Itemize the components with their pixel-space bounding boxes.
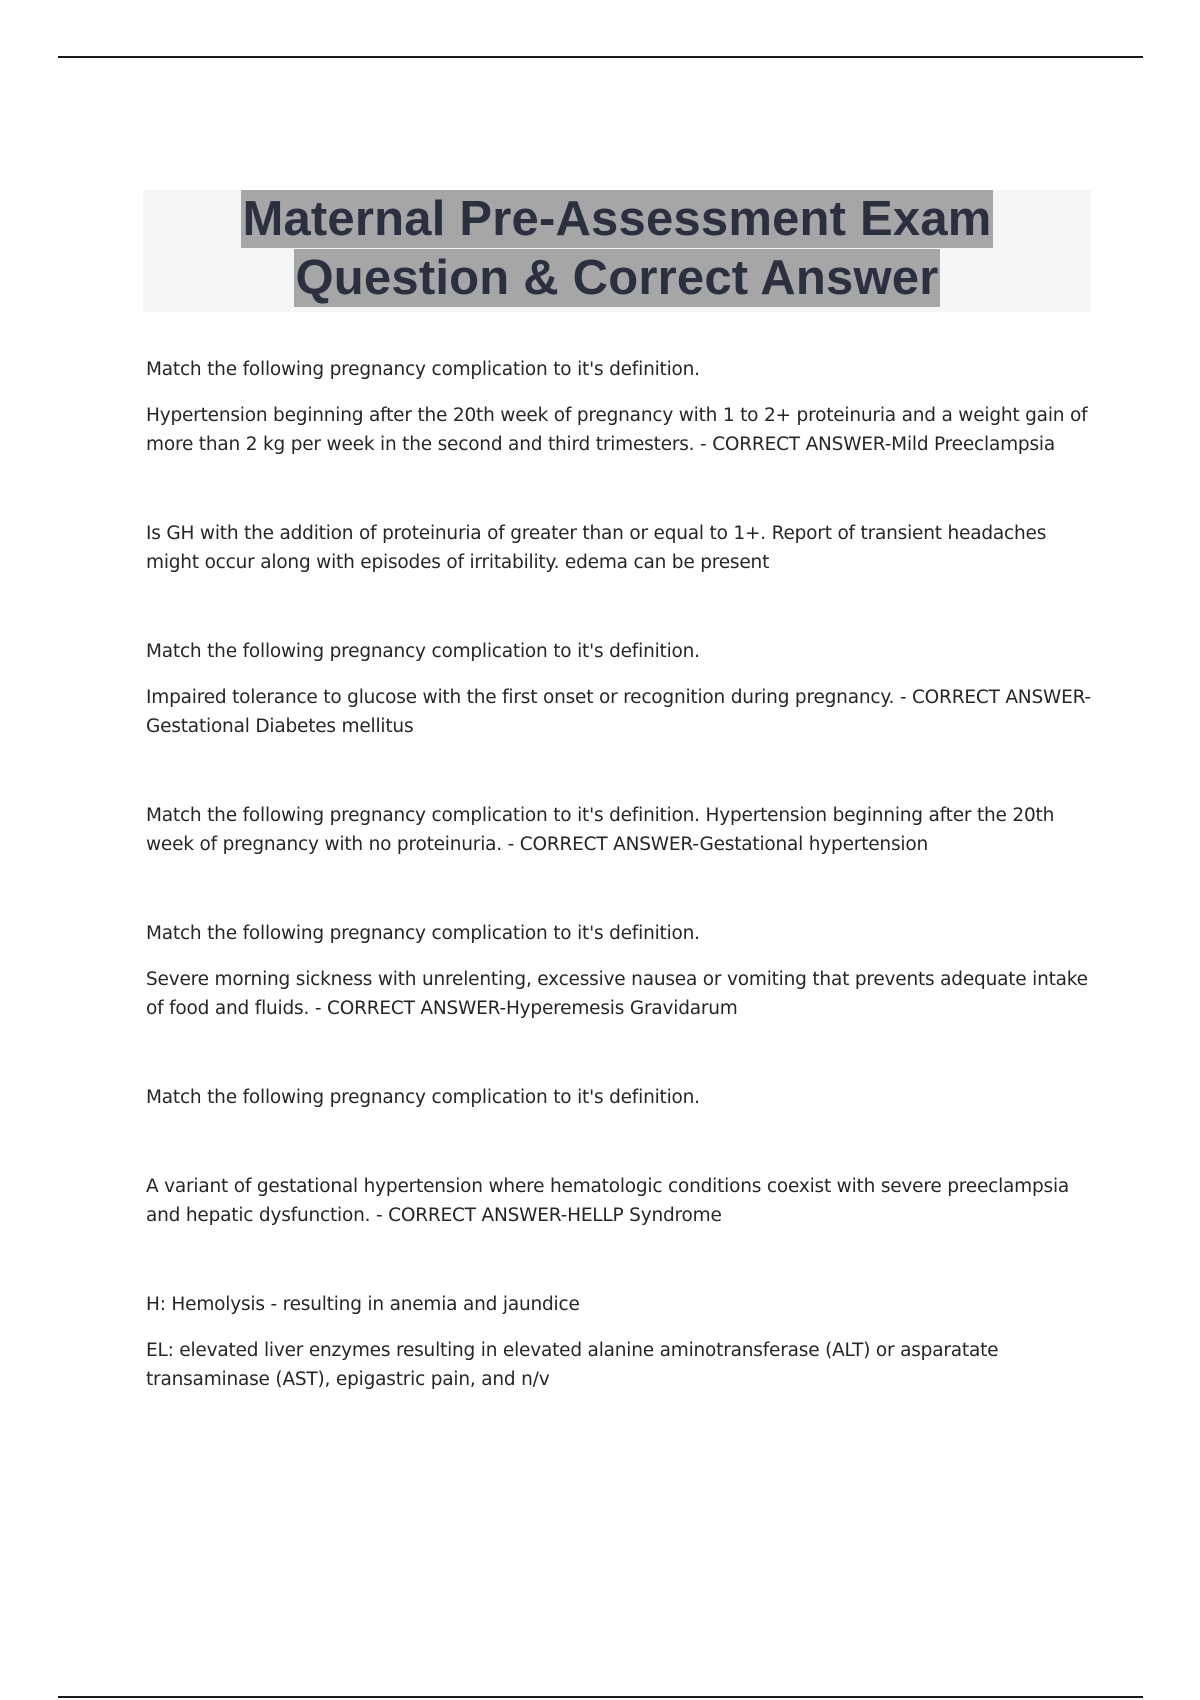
question-answer: Impaired tolerance to glucose with the first onset or recognition during pregnancy. - CORRECT ANSWER-Gestational Diabetes mellitus [146, 687, 1091, 737]
question-text: Is GH with the addition of proteinuria of greater than or equal to 1+. Report of transient headaches might occur along with episodes of irritability. edema can be present [146, 523, 1047, 573]
question-prompt: Match the following pregnancy complication to it's definition. [146, 923, 700, 944]
question-prompt: Match the following pregnancy complication to it's definition. [146, 1087, 700, 1108]
question-prompt: Match the following pregnancy complication to it's definition. [146, 641, 700, 662]
document-title-line-2: Question & Correct Answer [295, 251, 939, 305]
question-answer: Match the following pregnancy complication to it's definition. Hypertension beginning after the 20th week of pregnancy with no proteinuria. - CORRECT ANSWER-Gestational hypertension [146, 805, 1055, 855]
answer-detail: H: Hemolysis - resulting in anemia and jaundice [146, 1294, 580, 1315]
answer-detail: EL: elevated liver enzymes resulting in elevated alanine aminotransferase (ALT) or asparatate transaminase (AST), epigastric pain, and n/v [146, 1340, 999, 1390]
bottom-rule [58, 1696, 1143, 1698]
document-body [146, 355, 1096, 1394]
question-prompt: Match the following pregnancy complication to it's definition. [146, 359, 700, 380]
top-rule [58, 56, 1143, 58]
document-title-line-1: Maternal Pre-Assessment Exam [242, 192, 992, 246]
title-banner [143, 190, 1091, 312]
question-answer: Severe morning sickness with unrelenting, excessive nausea or vomiting that prevents adequate intake of food and fluids. - CORRECT ANSWER-Hyperemesis Gravidarum [146, 969, 1088, 1019]
question-answer: A variant of gestational hypertension where hematologic conditions coexist with severe preeclampsia and hepatic dysfunction. - CORRECT ANSWER-HELLP Syndrome [146, 1176, 1070, 1226]
question-answer: Hypertension beginning after the 20th week of pregnancy with 1 to 2+ proteinuria and a weight gain of more than 2 kg per week in the second and third trimesters. - CORRECT ANSWER-Mild Preeclampsia [146, 405, 1088, 455]
